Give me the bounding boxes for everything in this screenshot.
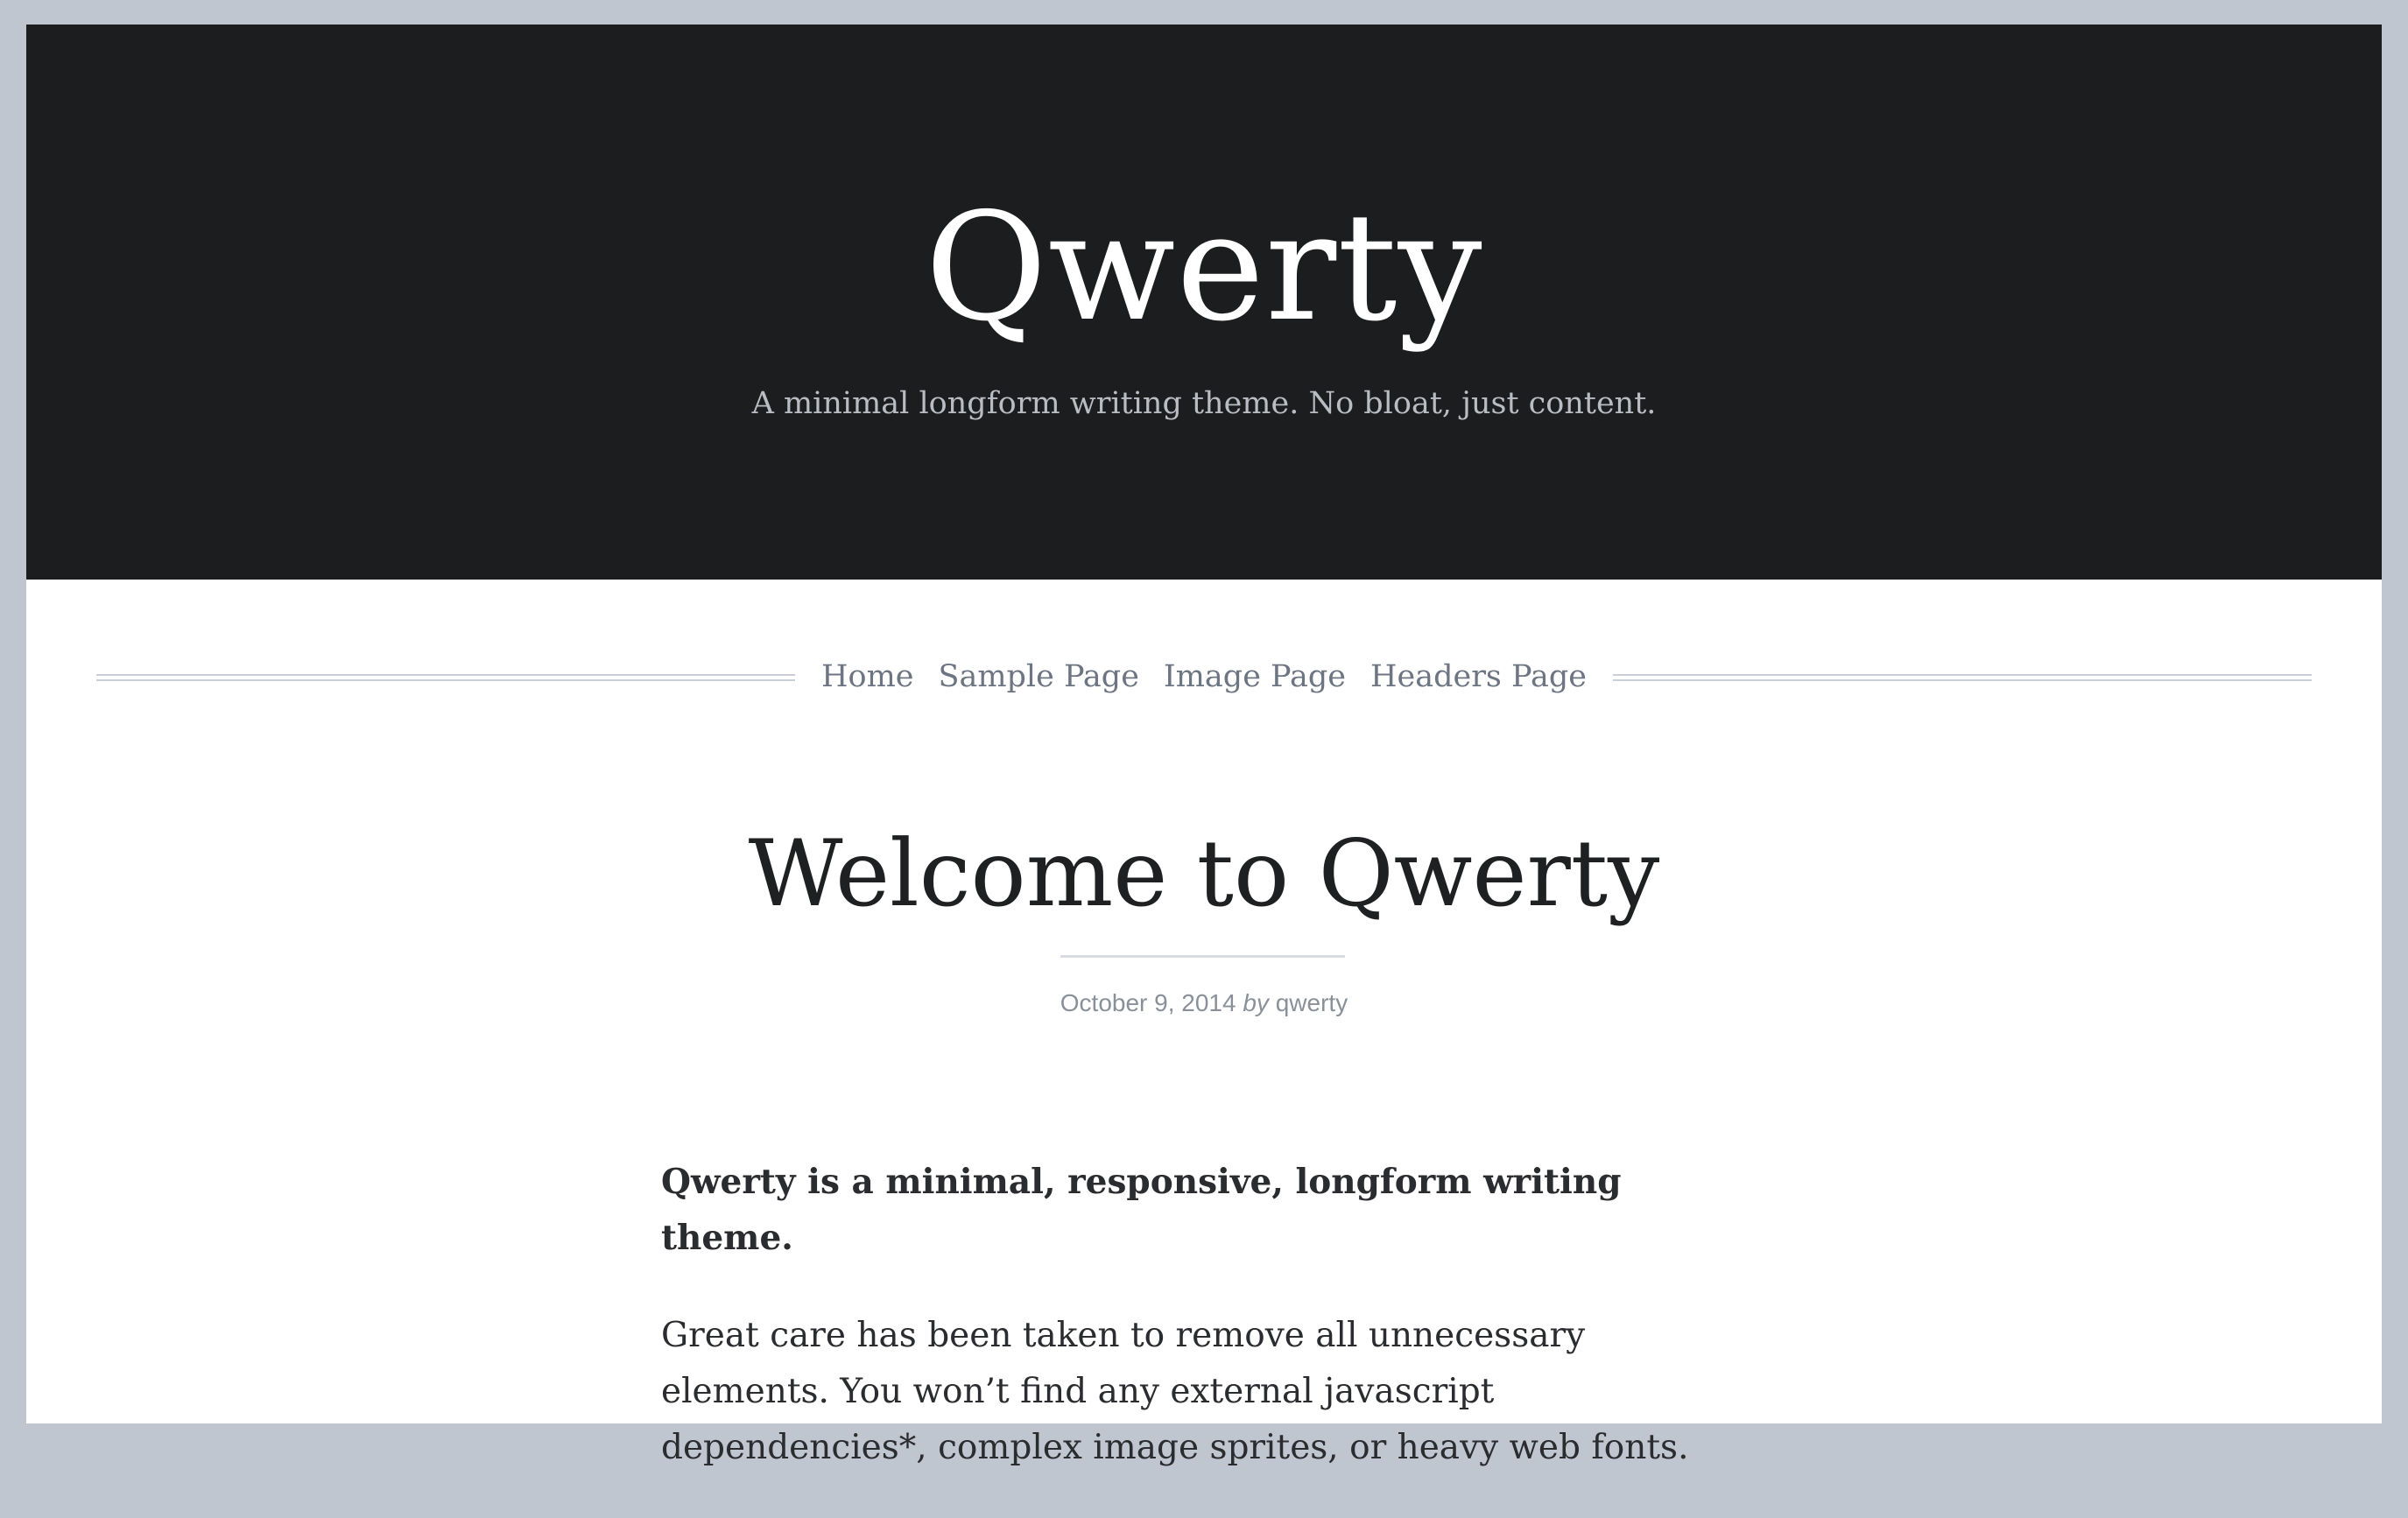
page-container	[26, 25, 2382, 1467]
nav-menu	[821, 646, 1587, 707]
post-paragraph: Great care has been taken to remove all unnecessary elements. You won’t find any external javascript dependencies*, complex image sprites, or heavy web fonts.	[661, 1316, 1689, 1467]
post-title[interactable]: Welcome to Qwerty	[748, 820, 1660, 927]
title-divider	[1060, 955, 1345, 958]
nav-rule-right	[1613, 674, 2312, 681]
site-title[interactable]: Qwerty	[925, 181, 1483, 355]
nav-item-headers-page[interactable]: Headers Page	[1369, 659, 1587, 694]
post-content	[661, 1154, 1747, 1518]
nav-item-home[interactable]: Home	[821, 659, 914, 694]
post-meta	[26, 986, 2382, 1021]
nav-item-image-page[interactable]: Image Page	[1163, 659, 1346, 694]
nav-rule-left	[96, 674, 795, 681]
main-navigation	[96, 646, 2312, 707]
post-author[interactable]: qwerty	[1275, 989, 1348, 1016]
post-lead-paragraph: Qwerty is a minimal, responsive, longform writing theme.	[661, 1162, 1622, 1258]
site-tagline: A minimal longform writing theme. No bloat, just content.	[751, 386, 1657, 421]
nav-item-sample-page[interactable]: Sample Page	[938, 659, 1139, 694]
post-date[interactable]: October 9, 2014	[1060, 989, 1236, 1016]
masthead	[26, 25, 2382, 580]
post-by-label: by	[1243, 989, 1269, 1016]
